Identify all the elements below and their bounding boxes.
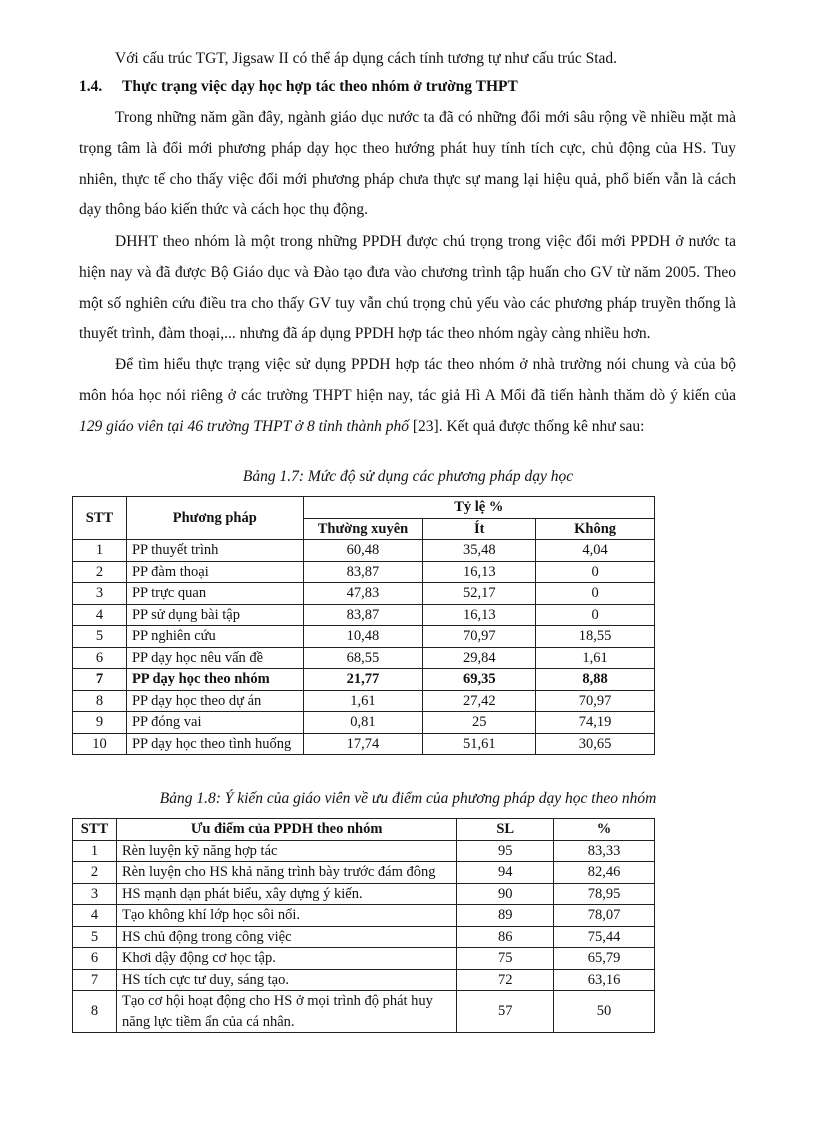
t1-header-method: Phương pháp <box>126 497 303 540</box>
t1-header-rate: Tỷ lệ % <box>303 497 654 519</box>
t1-cell-method: PP đóng vai <box>126 712 303 734</box>
t1-cell-often: 17,74 <box>303 733 423 755</box>
t1-cell-little: 70,97 <box>423 626 536 648</box>
section-title: Thực trạng việc dạy học hợp tác theo nhóm ở trường THPT <box>122 78 518 95</box>
t2-cell-stt: 4 <box>73 905 117 927</box>
table-row <box>73 991 655 1033</box>
methods-usage-table <box>72 496 655 755</box>
table-row <box>73 883 655 905</box>
t1-cell-method: PP dạy học theo tình huống <box>126 733 303 755</box>
section-number: 1.4. <box>79 78 103 95</box>
t2-cell-sl: 86 <box>457 926 554 948</box>
t1-cell-stt: 6 <box>73 647 127 669</box>
t1-cell-never: 18,55 <box>536 626 655 648</box>
table-row <box>73 626 655 648</box>
table-row <box>73 604 655 626</box>
t1-cell-method: PP sử dụng bài tập <box>126 604 303 626</box>
t2-header-stt: STT <box>73 819 117 841</box>
table-row <box>73 712 655 734</box>
t1-cell-never: 30,65 <box>536 733 655 755</box>
t2-cell-stt: 5 <box>73 926 117 948</box>
t2-cell-advantage: Rèn luyện kỹ năng hợp tác <box>116 840 456 862</box>
t1-cell-never: 70,97 <box>536 690 655 712</box>
table1-caption: Bảng 1.7: Mức độ sử dụng các phương pháp dạy học <box>242 468 574 485</box>
t2-cell-sl: 57 <box>457 991 554 1033</box>
t1-cell-stt: 10 <box>73 733 127 755</box>
t1-cell-method: PP dạy học theo dự án <box>126 690 303 712</box>
t1-cell-little: 27,42 <box>423 690 536 712</box>
table-row <box>73 561 655 583</box>
t1-cell-method: PP thuyết trình <box>126 540 303 562</box>
t1-cell-never: 1,61 <box>536 647 655 669</box>
paragraph-3-italic: 129 giáo viên tại 46 trường THPT ở 8 tỉnh thành phố <box>79 417 409 435</box>
table-row <box>73 926 655 948</box>
table-row <box>73 840 655 862</box>
t1-cell-stt: 2 <box>73 561 127 583</box>
t1-cell-often: 10,48 <box>303 626 423 648</box>
t1-cell-method: PP nghiên cứu <box>126 626 303 648</box>
table-row <box>73 862 655 884</box>
t1-cell-little: 16,13 <box>423 561 536 583</box>
t1-header-stt: STT <box>73 497 127 540</box>
table2-caption: Bảng 1.8: Ý kiến của giáo viên về ưu điểm của phương pháp dạy học theo nhóm <box>159 790 657 807</box>
t2-cell-pct: 50 <box>554 991 655 1033</box>
t2-cell-stt: 8 <box>73 991 117 1033</box>
t1-cell-little: 35,48 <box>423 540 536 562</box>
t1-cell-never: 0 <box>536 583 655 605</box>
paragraph-3-end: [23]. Kết quả được thống kê như sau: <box>409 417 645 435</box>
t2-cell-pct: 65,79 <box>554 948 655 970</box>
t2-cell-advantage: HS mạnh dạn phát biểu, xây dựng ý kiến. <box>116 883 456 905</box>
t1-cell-method: PP trực quan <box>126 583 303 605</box>
t1-cell-little: 69,35 <box>423 669 536 691</box>
table-row-highlighted <box>73 669 655 691</box>
paragraph-3-start: Để tìm hiểu thực trạng việc sử dụng PPDH hợp tác theo nhóm ở nhà trường nói chung và của bộ môn hóa học nói riêng ở các trường THPT hiện nay, tác giả Hì A Mổi đã tiến hành thăm dò ý kiến của <box>79 356 736 404</box>
t1-cell-stt: 1 <box>73 540 127 562</box>
t1-cell-little: 25 <box>423 712 536 734</box>
paragraph-2: DHHT theo nhóm là một trong những PPDH được chú trọng trong việc đổi mới PPDH ở nước ta hiện nay và đã được Bộ Giáo dục và Đào tạo đưa vào chương trình tập huấn cho GV từ năm 2005. Theo một số nghiên cứu điều tra cho thấy GV tuy vẫn chú trọng chủ yếu vào các phương pháp truyền thống là thuyết trình, đàm thoại,... nhưng đã áp dụng PPDH hợp tác theo nhóm ngày càng nhiều hơn. <box>79 233 736 343</box>
t1-cell-little: 52,17 <box>423 583 536 605</box>
table-row <box>73 690 655 712</box>
table-row <box>73 647 655 669</box>
t1-cell-method: PP dạy học nêu vấn đề <box>126 647 303 669</box>
t1-cell-often: 47,83 <box>303 583 423 605</box>
t2-cell-pct: 78,07 <box>554 905 655 927</box>
t1-cell-little: 51,61 <box>423 733 536 755</box>
t1-cell-often: 0,81 <box>303 712 423 734</box>
paragraph-1: Trong những năm gần đây, ngành giáo dục nước ta đã có những đổi mới sâu rộng về nhiều mặt mà trọng tâm là đổi mới phương pháp dạy học theo hướng phát huy tính tích cực, chủ động của HS. Tuy nhiên, thực tế cho thấy việc đổi mới phương pháp chưa thực sự mang lại hiệu quả, phổ biến vẫn là cách dạy thông báo kiến thức và cách học thụ động. <box>79 109 736 219</box>
t2-cell-advantage: Rèn luyện cho HS khả năng trình bày trước đám đông <box>116 862 456 884</box>
t1-cell-often: 83,87 <box>303 604 423 626</box>
table-row <box>73 733 655 755</box>
t1-cell-method: PP dạy học theo nhóm <box>126 669 303 691</box>
t2-header-sl: SL <box>457 819 554 841</box>
t1-cell-never: 0 <box>536 561 655 583</box>
t2-cell-advantage: HS tích cực tư duy, sáng tạo. <box>116 969 456 991</box>
t2-cell-stt: 7 <box>73 969 117 991</box>
table-row <box>73 583 655 605</box>
t1-header-little: Ít <box>423 518 536 540</box>
intro-paragraph: Với cấu trúc TGT, Jigsaw II có thể áp dụng cách tính tương tự như cấu trúc Stad. <box>115 50 618 67</box>
t1-cell-method: PP đàm thoại <box>126 561 303 583</box>
t2-cell-sl: 75 <box>457 948 554 970</box>
t1-cell-never: 8,88 <box>536 669 655 691</box>
t2-cell-stt: 3 <box>73 883 117 905</box>
paragraph-3 <box>79 350 736 442</box>
t2-cell-stt: 6 <box>73 948 117 970</box>
t1-cell-stt: 9 <box>73 712 127 734</box>
t2-header-advantage: Ưu điểm của PPDH theo nhóm <box>116 819 456 841</box>
t2-cell-sl: 95 <box>457 840 554 862</box>
t2-cell-pct: 83,33 <box>554 840 655 862</box>
t1-cell-often: 1,61 <box>303 690 423 712</box>
t1-header-often: Thường xuyên <box>303 518 423 540</box>
t1-cell-stt: 5 <box>73 626 127 648</box>
table-row <box>73 540 655 562</box>
t2-cell-sl: 90 <box>457 883 554 905</box>
t2-cell-pct: 78,95 <box>554 883 655 905</box>
t2-cell-advantage: HS chủ động trong công việc <box>116 926 456 948</box>
t2-cell-stt: 1 <box>73 840 117 862</box>
t2-cell-advantage: Tạo cơ hội hoạt động cho HS ở mọi trình độ phát huy năng lực tiềm ẩn của cá nhân. <box>116 991 456 1033</box>
t2-cell-sl: 89 <box>457 905 554 927</box>
t1-cell-stt: 8 <box>73 690 127 712</box>
table-row <box>73 905 655 927</box>
section-heading <box>79 74 518 100</box>
t2-header-pct: % <box>554 819 655 841</box>
t2-cell-pct: 75,44 <box>554 926 655 948</box>
t1-cell-often: 83,87 <box>303 561 423 583</box>
t1-cell-little: 16,13 <box>423 604 536 626</box>
t2-cell-advantage: Tạo không khí lớp học sôi nổi. <box>116 905 456 927</box>
t1-cell-never: 4,04 <box>536 540 655 562</box>
t2-cell-pct: 82,46 <box>554 862 655 884</box>
t1-cell-never: 74,19 <box>536 712 655 734</box>
t1-cell-often: 21,77 <box>303 669 423 691</box>
t2-cell-stt: 2 <box>73 862 117 884</box>
t1-cell-stt: 4 <box>73 604 127 626</box>
t2-cell-pct: 63,16 <box>554 969 655 991</box>
t2-cell-sl: 72 <box>457 969 554 991</box>
t1-cell-often: 68,55 <box>303 647 423 669</box>
t1-cell-often: 60,48 <box>303 540 423 562</box>
t1-cell-never: 0 <box>536 604 655 626</box>
advantages-table <box>72 818 655 1033</box>
table-row <box>73 969 655 991</box>
t1-cell-stt: 3 <box>73 583 127 605</box>
t1-header-never: Không <box>536 518 655 540</box>
table-row <box>73 948 655 970</box>
t2-cell-sl: 94 <box>457 862 554 884</box>
t1-cell-little: 29,84 <box>423 647 536 669</box>
t1-cell-stt: 7 <box>73 669 127 691</box>
t2-cell-advantage: Khơi dậy động cơ học tập. <box>116 948 456 970</box>
